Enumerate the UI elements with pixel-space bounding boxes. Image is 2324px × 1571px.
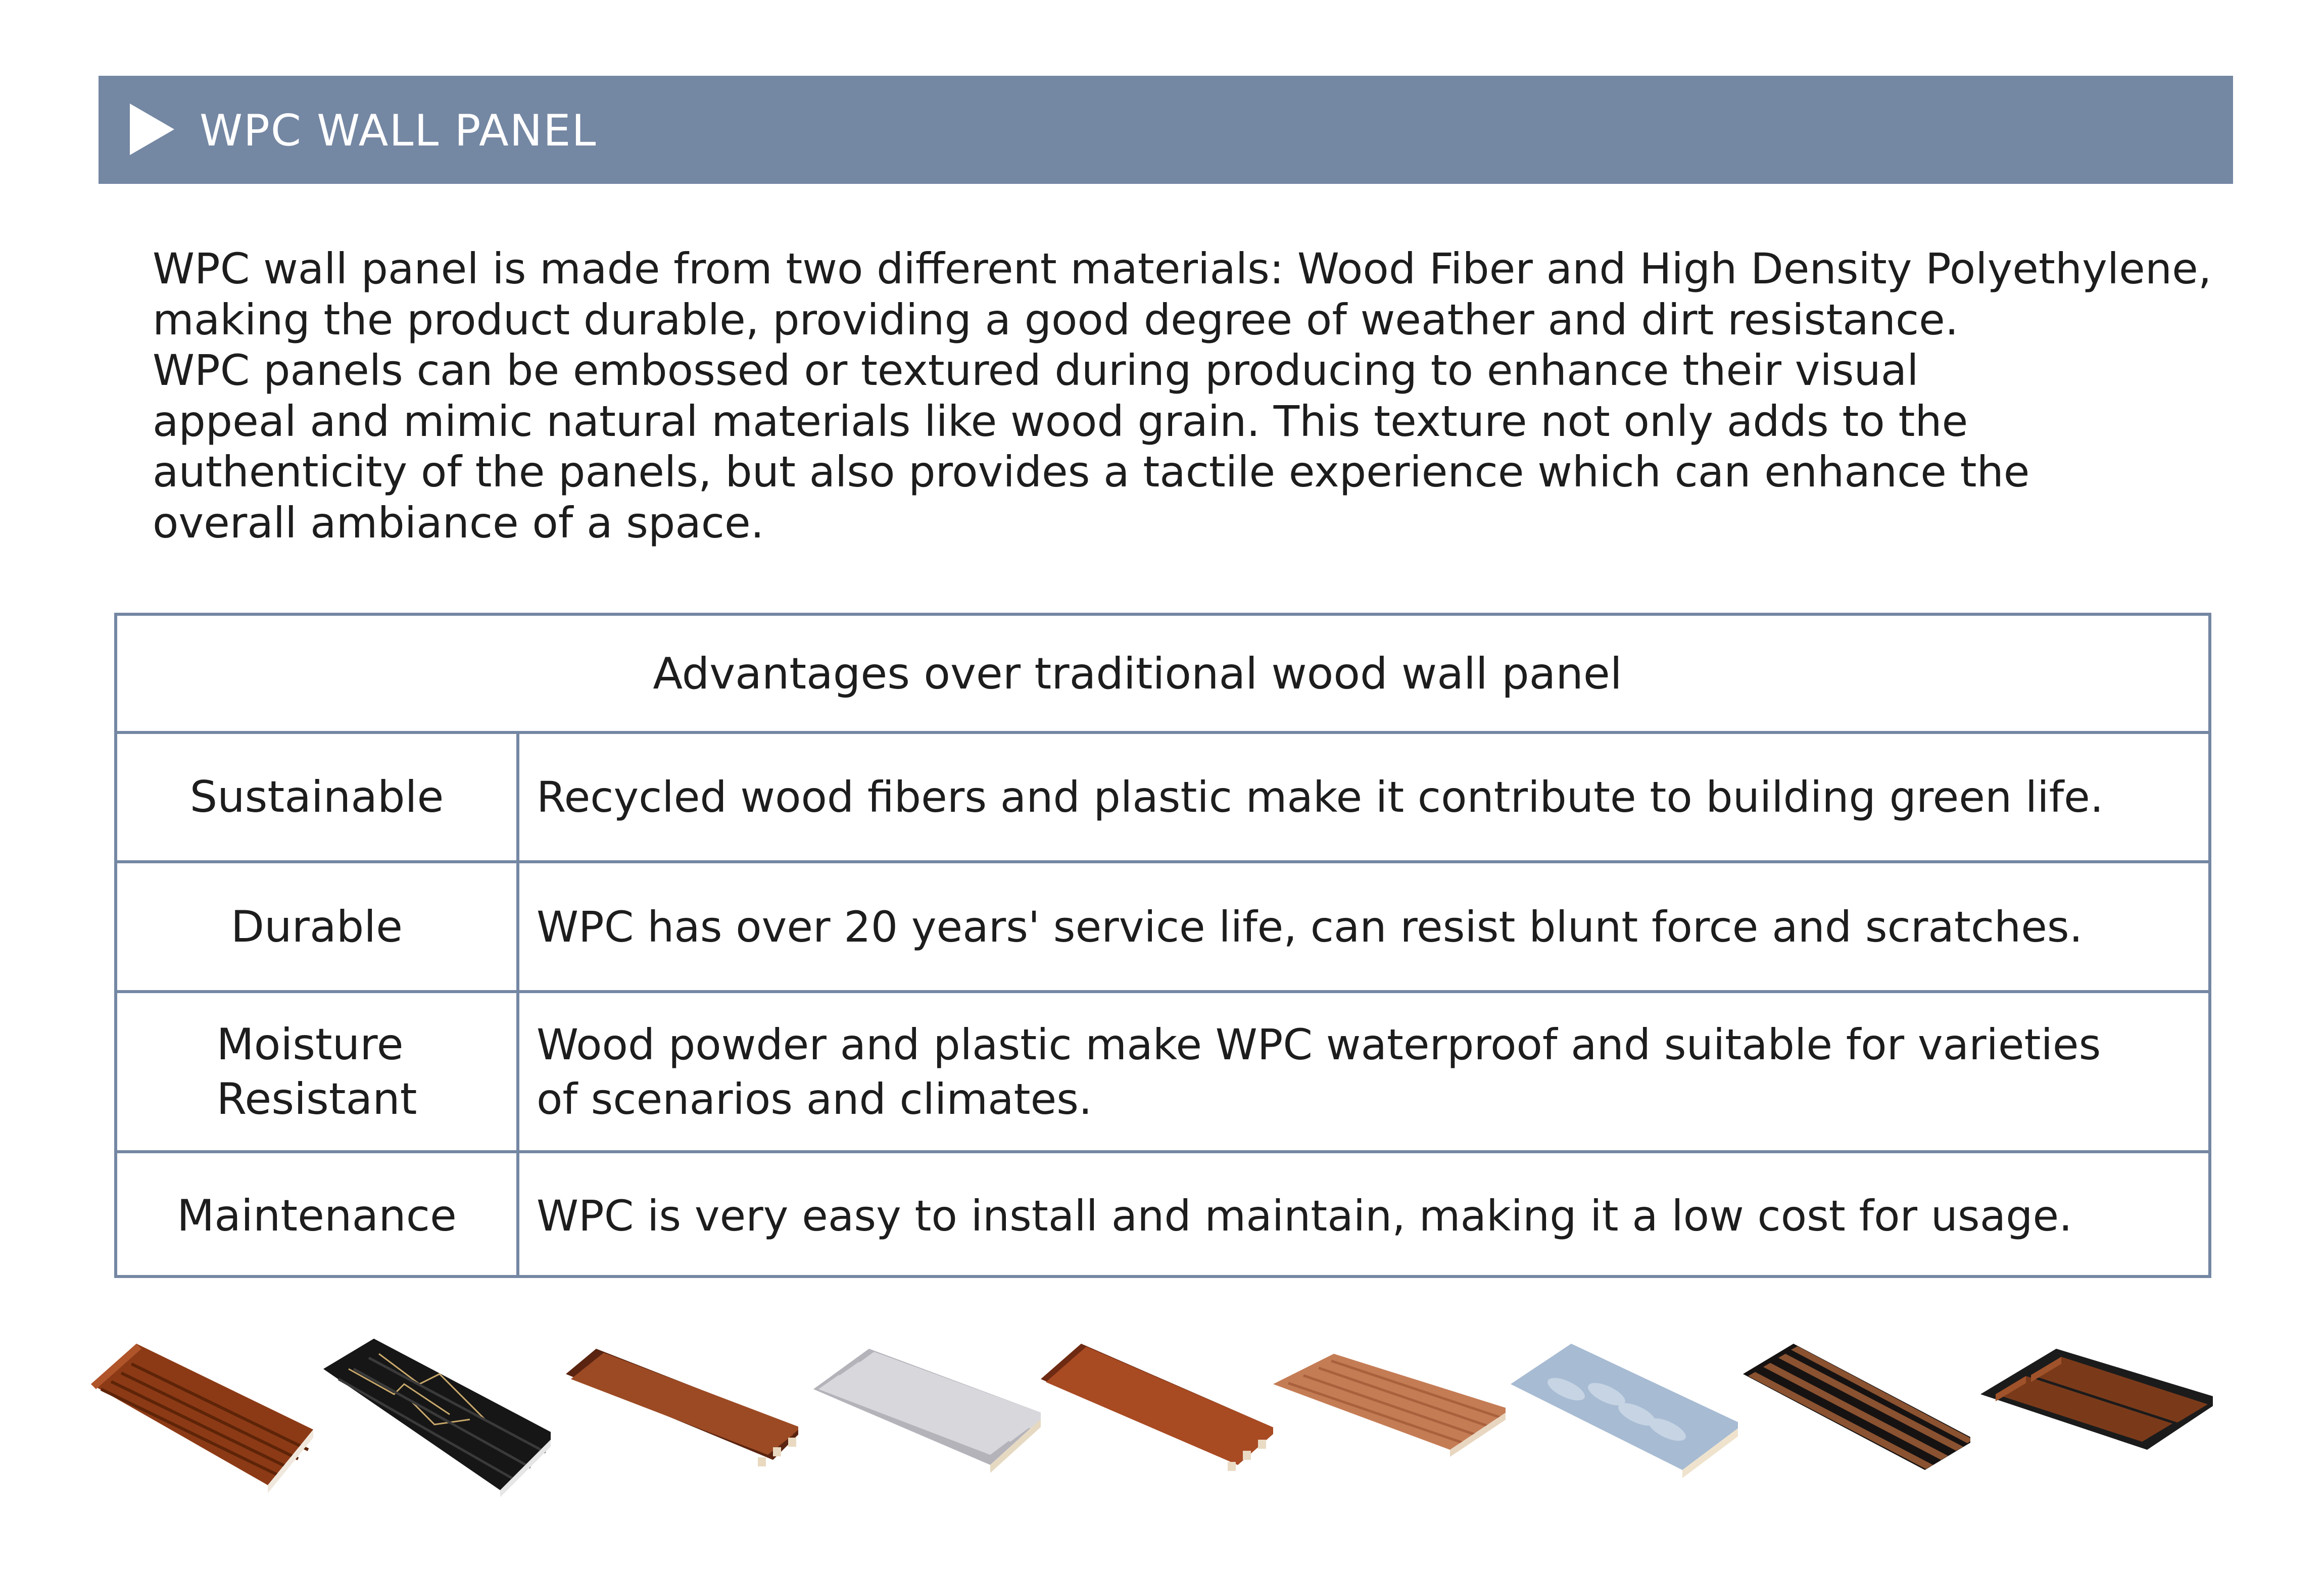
intro-line: appeal and mimic natural materials like wood grain. This texture not only adds to the bbox=[153, 396, 1968, 446]
advantages-table bbox=[114, 613, 2211, 1278]
product-image-walnut-slats bbox=[566, 1339, 798, 1510]
intro-line: making the product durable, providing a good degree of weather and dirt resistance. bbox=[153, 294, 1959, 345]
intro-line: WPC panels can be embossed or textured during producing to enhance their visual bbox=[153, 346, 1919, 395]
product-image-mahogany-slats bbox=[1041, 1339, 1273, 1510]
play-triangle-icon bbox=[130, 104, 174, 155]
section-header bbox=[99, 76, 2233, 184]
row-description-sustainable: Recycled wood fibers and plastic make it contribute to building green life. bbox=[537, 772, 2104, 822]
row-label-moisture-resistant: Moisture Resistant bbox=[216, 1019, 417, 1124]
row-description-maintenance: WPC is very easy to install and maintain, making it a low cost for usage. bbox=[537, 1191, 2072, 1241]
product-image-terracotta-fluted bbox=[1273, 1339, 1506, 1510]
row-description-durable: WPC has over 20 years' service life, can resist blunt force and scratches. bbox=[537, 902, 2083, 952]
product-image-grey-stone bbox=[808, 1339, 1041, 1510]
section-title: WPC WALL PANEL bbox=[200, 106, 597, 156]
row-label-sustainable: Sustainable bbox=[189, 772, 444, 822]
product-gallery bbox=[81, 1339, 2253, 1510]
product-image-black-marble bbox=[318, 1339, 551, 1510]
table-caption: Advantages over traditional wood wall panel bbox=[653, 649, 1622, 699]
product-image-teak-black-slats bbox=[1738, 1339, 1970, 1510]
product-image-wood-black-square bbox=[1980, 1339, 2213, 1510]
intro-line: overall ambiance of a space. bbox=[153, 498, 764, 548]
table-column-divider bbox=[516, 734, 519, 1278]
product-image-wood-fluted bbox=[81, 1339, 313, 1510]
intro-paragraph bbox=[153, 243, 2249, 548]
intro-line: authenticity of the panels, but also provides a tactile experience which can enhance the bbox=[153, 447, 2030, 497]
intro-line: WPC wall panel is made from two different materials: Wood Fiber and High Density Polyethylene, bbox=[153, 244, 2212, 293]
row-description-moisture-resistant: Wood powder and plastic make WPC waterproof and suitable for varieties of scenarios and climates. bbox=[537, 1019, 2101, 1124]
row-label-maintenance: Maintenance bbox=[177, 1190, 457, 1241]
product-image-blue-round-fluted bbox=[1506, 1339, 1738, 1510]
row-label-durable: Durable bbox=[230, 901, 403, 952]
